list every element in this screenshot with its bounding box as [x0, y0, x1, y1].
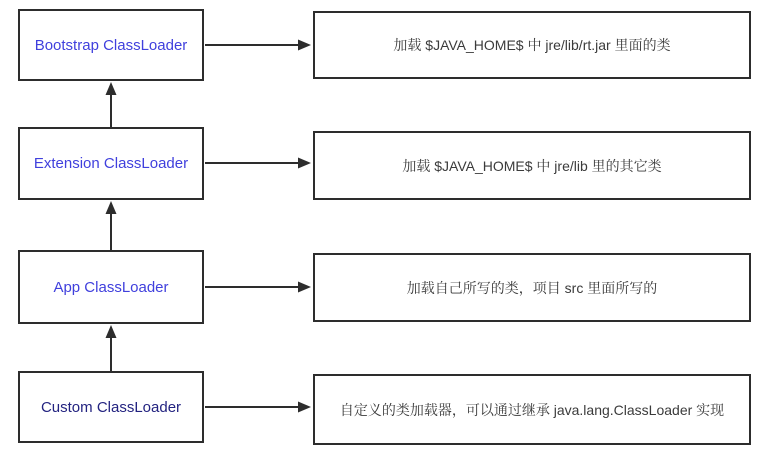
description-box-custom — [313, 374, 751, 445]
description-box-bootstrap — [313, 11, 751, 79]
loader-label-bootstrap: Bootstrap ClassLoader — [34, 36, 188, 54]
loader-label-extension: Extension ClassLoader — [33, 155, 189, 172]
loader-box-extension — [18, 127, 204, 200]
description-text-custom: 自定义的类加载器，可以通过继承 java.lang.ClassLoader 实现 — [339, 401, 725, 418]
arrow-custom-to-app — [106, 325, 117, 371]
loader-box-custom — [18, 371, 204, 443]
arrow-app-to-description — [205, 282, 311, 293]
description-text-bootstrap: 加载 $JAVA_HOME$ 中 jre/lib/rt.jar 里面的类 — [393, 37, 671, 53]
description-text-extension: 加载 $JAVA_HOME$ 中 jre/lib 里的其它类 — [402, 157, 662, 174]
arrow-extension-to-bootstrap — [106, 82, 117, 127]
description-box-extension — [313, 131, 751, 200]
arrow-bootstrap-to-description — [205, 40, 311, 51]
arrow-custom-to-description — [205, 402, 311, 413]
loader-box-bootstrap — [18, 9, 204, 81]
loader-label-app: App ClassLoader — [53, 278, 169, 296]
description-text-app: 加载自己所写的类，项目 src 里面所写的 — [406, 279, 658, 296]
arrow-app-to-extension — [106, 201, 117, 250]
description-box-app — [313, 253, 751, 322]
loader-box-app — [18, 250, 204, 324]
loader-label-custom: Custom ClassLoader — [40, 398, 182, 416]
arrow-extension-to-description — [205, 158, 311, 169]
